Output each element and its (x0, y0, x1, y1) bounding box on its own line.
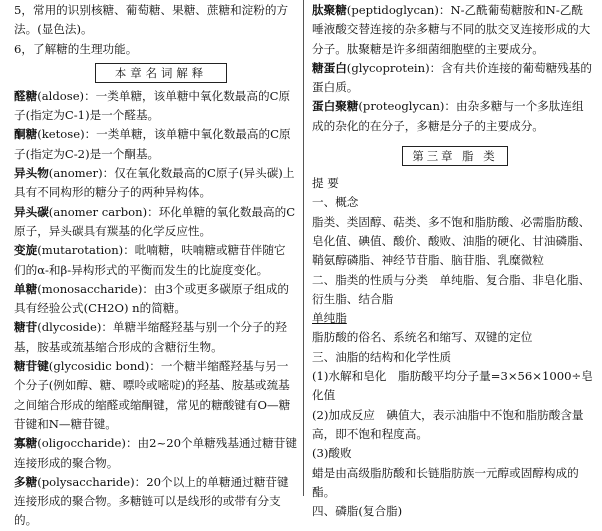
entry-glycosidic-bond (14, 357, 297, 434)
entry-glycoprotein (312, 59, 594, 98)
term: 酮糖 (14, 127, 38, 142)
section-2-heading: 二、脂类的性质与分类 单纯脂、复合脂、非皂化脂、衍生脂、结合脂 (312, 272, 591, 306)
term: 变旋 (14, 243, 38, 258)
definition: (aldose)：一类单糖，该单糖中氧化数最高的C原子(指定为C-1)是一个醛基。 (14, 88, 291, 123)
term: 蛋白聚糖 (312, 99, 359, 114)
entry-anomer (14, 164, 297, 203)
chapter-title: 第三章 脂 类 (402, 146, 508, 166)
term: 糖蛋白 (312, 60, 347, 75)
right-column (312, 1, 594, 521)
column-divider (303, 0, 304, 496)
section-3-body: 蜡是由高级脂肪酸和长链脂肪族一元醇或固醇构成的酯。 (312, 465, 579, 499)
definition: (mutarotation)：吡喃糖，呋喃糖或糖苷伴随它们的α-和β-异构形式的平衡而发生的比旋度变化。 (14, 243, 286, 277)
term: 多糖 (14, 474, 38, 489)
definition: (anomer)：仅在氧化数最高的C原子(异头碳)上具有不同构形的糖分子的两种异构体。 (14, 166, 295, 200)
section-3-heading: 三、油脂的结构和化学性质 (312, 349, 452, 364)
objective-6: 6，了解糖的生理功能。 (14, 41, 138, 56)
entry-proteoglycan (312, 97, 594, 136)
entry-aldose (14, 87, 297, 126)
section-1-heading: 一、概念 (312, 195, 359, 210)
term: 糖苷 (14, 320, 38, 335)
definition: (anomer carbon)：环化单糖的氧化数最高的C原子，异头碳具有羰基的化学反应性。 (14, 204, 296, 238)
definition: (proteoglycan)：由杂多糖与一个多肽连组成的杂化的在分子，多糖是分子的主要成分。 (312, 99, 584, 133)
entry-monosaccharide (14, 280, 297, 319)
entry-mutarotation (14, 241, 297, 280)
definition: (polysaccharide)：20个以上的单糖通过糖苷键连接形成的聚合物。多糖链可以是线形的或带有分支的。 (14, 474, 289, 528)
section-3-item-1: (1)水解和皂化 脂肪酸平均分子量=3×56×1000÷皂化值 (312, 369, 593, 403)
entry-peptidoglycan (312, 1, 594, 59)
term: 糖苷键 (14, 359, 49, 374)
objective-5: 5，常用的识别核糖、葡萄糖、果糖、蔗糖和淀粉的方法。(显色法)。 (14, 3, 289, 37)
section-4-heading: 四、磷脂(复合脂) (312, 504, 403, 519)
outline-heading: 提 要 (312, 176, 339, 191)
entry-polysaccharide (14, 473, 297, 531)
term: 寡糖 (14, 436, 38, 451)
glossary-title: 本章名词解释 (95, 63, 227, 83)
entry-glycoside (14, 318, 297, 357)
definition: (ketose)：一类单糖，该单糖中氧化数最高的C原子(指定为C-2)是一个酮基。 (14, 127, 291, 161)
term: 醛糖 (14, 88, 38, 103)
definition: (oligoccharide)：由2~20个单糖残基通过糖苷键连接形成的聚合物。 (14, 436, 297, 470)
definition: (dlycoside)：单糖半缩醛羟基与别一个分子的羟基，胺基或巯基缩合形成的含糖衍生物。 (14, 320, 287, 354)
section-2-body: 脂肪酸的俗名、系统名和缩写、双键的定位 (312, 330, 533, 345)
left-column (14, 1, 297, 531)
entry-oligosaccharide (14, 434, 297, 473)
entry-anomer-carbon (14, 203, 297, 242)
term: 异头碳 (14, 204, 49, 219)
definition: (monosaccharide)：由3个或更多碳原子组成的具有经验公式(CH2O) n的简糖。 (14, 281, 289, 316)
definition: (glycoprotein)：含有共价连接的葡萄糖残基的蛋白质。 (312, 60, 592, 95)
term: 单糖 (14, 281, 38, 296)
section-3-item-2: (2)加成反应 碘值大，表示油脂中不饱和脂肪酸含量高，即不饱和程度高。 (312, 407, 584, 441)
term: 肽聚糖 (312, 3, 347, 17)
section-3-item-3: (3)酸败 (312, 446, 352, 461)
definition: (peptidoglycan)：N-乙酰葡萄糖胺和N-乙酰唾液酸交替连接的杂多糖与不同的肽交叉连接形成的大分子。肽聚糖是许多细菌细胞壁的主要成分。 (312, 3, 591, 56)
definition: (glycosidic bond)：一个糖半缩醛羟基与另一个分子(例如醇、糖、嘌呤或嘧啶)的羟基、胺基或巯基之间缩合形成的缩醛或缩酮键，常见的糖酸键有O—糖苷键和N—糖苷键。 (14, 359, 291, 431)
section-1-body: 脂类、类固醇、萜类、多不饱和脂肪酸、必需脂肪酸、皂化值、碘值、酸价、酸败、油脂的硬化、甘油磷脂、鞘氨醇磷脂、神经节苷脂、脑苷脂、乳糜微粒 (312, 214, 591, 268)
section-2-subheading: 单纯脂 (312, 311, 347, 326)
term: 异头物 (14, 166, 49, 181)
entry-ketose (14, 125, 297, 164)
